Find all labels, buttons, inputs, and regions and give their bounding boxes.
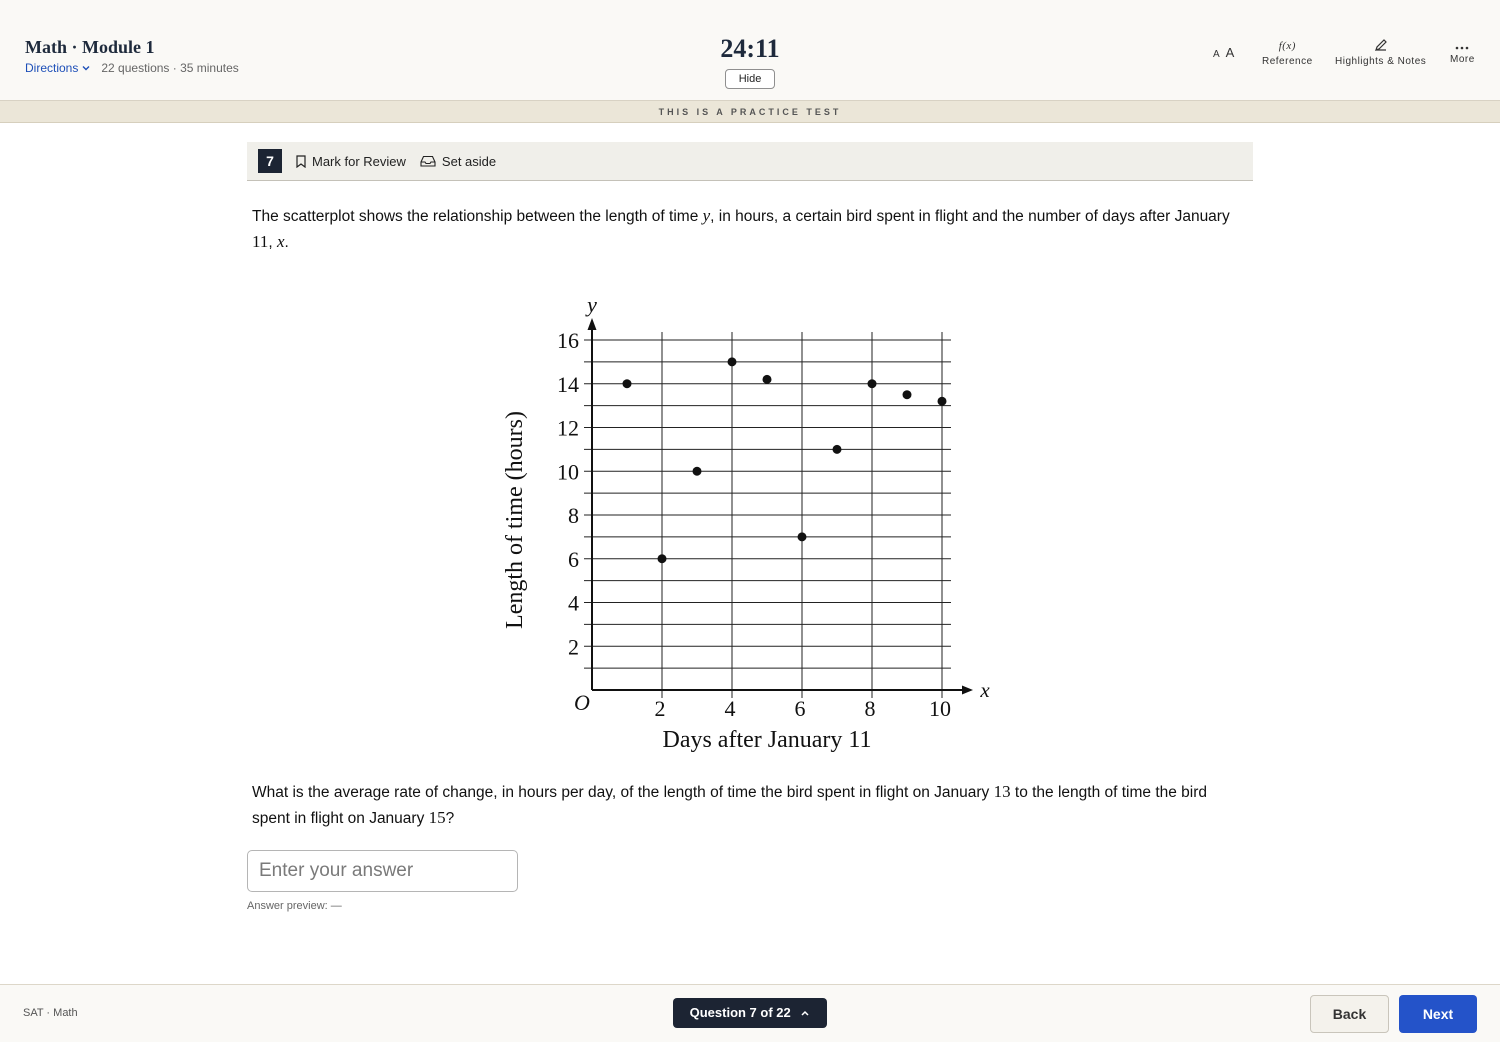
- y-tick-label: 4: [568, 590, 579, 616]
- pencil-icon: [1335, 38, 1426, 54]
- stem-num-11: 11: [252, 232, 269, 251]
- data-point: [658, 554, 667, 563]
- function-icon: f(x): [1278, 40, 1296, 52]
- header: [0, 0, 1500, 101]
- section-title: Math · Module 1: [25, 37, 155, 57]
- question-prompt: [252, 779, 1242, 831]
- y-axis-letter: y: [587, 292, 597, 317]
- footer: [0, 984, 1500, 1042]
- x-tick-label: 8: [864, 696, 876, 721]
- y-tick-label: 10: [557, 459, 579, 485]
- chevron-down-icon: [81, 63, 91, 73]
- directions-label: Directions: [25, 61, 79, 75]
- set-aside-button[interactable]: [420, 154, 496, 169]
- y-tick-label: 14: [557, 371, 579, 397]
- prompt-text-3: ?: [445, 810, 455, 827]
- set-aside-label: Set aside: [441, 153, 497, 169]
- highlights-notes-button[interactable]: [1335, 38, 1426, 67]
- stem-var-x: x: [277, 232, 285, 251]
- more-dots-icon: [1450, 40, 1475, 52]
- data-point: [798, 532, 807, 541]
- question-navigator-button[interactable]: [673, 998, 827, 1028]
- stem-text-4: .: [284, 234, 289, 251]
- prompt-num-13: 13: [993, 782, 1011, 801]
- prompt-num-15: 15: [428, 808, 446, 827]
- more-button[interactable]: [1450, 40, 1475, 65]
- y-tick-label: 12: [557, 415, 579, 441]
- section-meta: 22 questions · 35 minutes: [101, 61, 239, 75]
- reference-label: Reference: [1262, 56, 1313, 67]
- y-tick-label: 16: [557, 328, 579, 353]
- answer-preview: Answer preview: —: [247, 900, 342, 912]
- data-point: [903, 390, 912, 399]
- x-tick-label: 4: [724, 696, 736, 721]
- scatterplot-chart: [480, 280, 1000, 760]
- y-axis-arrow: [588, 318, 597, 330]
- stem-text-3: ,: [268, 234, 277, 251]
- inbox-icon: [420, 155, 436, 167]
- data-point: [938, 397, 947, 406]
- prompt-text-2: to the length of time the bird spent in flight on January: [252, 784, 1208, 827]
- data-point: [693, 467, 702, 476]
- prompt-text-1: What is the average rate of change, in hours per day, of the length of time the bird spent in flight on January: [252, 784, 994, 801]
- back-button[interactable]: Back: [1310, 995, 1389, 1033]
- stem-text-2: , in hours, a certain bird spent in flight and the number of days after January: [710, 208, 1230, 225]
- question-toolbar: [247, 142, 1253, 181]
- answer-input[interactable]: [247, 850, 518, 892]
- highlights-label: Highlights & Notes: [1335, 56, 1427, 67]
- mark-for-review-button[interactable]: [296, 154, 406, 169]
- practice-test-banner: THIS IS A PRACTICE TEST: [0, 101, 1500, 123]
- directions-toggle[interactable]: [25, 61, 91, 75]
- y-tick-label: 6: [568, 546, 579, 572]
- question-number: 7: [258, 149, 282, 173]
- x-tick-label: 10: [929, 696, 951, 721]
- stem-text-1: The scatterplot shows the relationship between the length of time: [252, 208, 703, 225]
- y-tick-label: 8: [568, 503, 579, 528]
- x-tick-label: 2: [654, 696, 666, 721]
- font-size-toggle[interactable]: [1213, 45, 1234, 60]
- data-point: [623, 379, 632, 388]
- y-tick-label: 2: [568, 634, 579, 660]
- x-tick-label: 6: [794, 696, 806, 721]
- section-subtitle: [25, 61, 239, 75]
- mark-for-review-label: Mark for Review: [312, 153, 406, 169]
- data-point: [728, 357, 737, 366]
- y-axis-label: Length of time (hours): [502, 411, 528, 629]
- font-large-label: A: [1225, 45, 1235, 60]
- more-label: More: [1450, 54, 1475, 65]
- data-point: [868, 379, 877, 388]
- reference-button[interactable]: [1262, 38, 1313, 67]
- footer-label: SAT · Math: [23, 1007, 78, 1019]
- font-small-label: A: [1213, 49, 1220, 60]
- stem-var-y: y: [702, 206, 711, 225]
- question-navigator-label: Question 7 of 22: [689, 1005, 791, 1020]
- timer: 24:11: [720, 34, 780, 63]
- next-button[interactable]: Next: [1399, 995, 1477, 1033]
- x-axis-letter: x: [980, 678, 990, 702]
- question-stem: [252, 203, 1252, 255]
- hide-timer-button[interactable]: Hide: [725, 69, 775, 89]
- bookmark-icon: [296, 155, 306, 168]
- origin-label: O: [574, 690, 590, 715]
- x-axis-arrow: [962, 686, 973, 695]
- chevron-up-icon: [800, 1009, 810, 1017]
- data-point: [763, 375, 772, 384]
- data-point: [833, 445, 842, 454]
- x-axis-label: Days after January 11: [662, 727, 872, 753]
